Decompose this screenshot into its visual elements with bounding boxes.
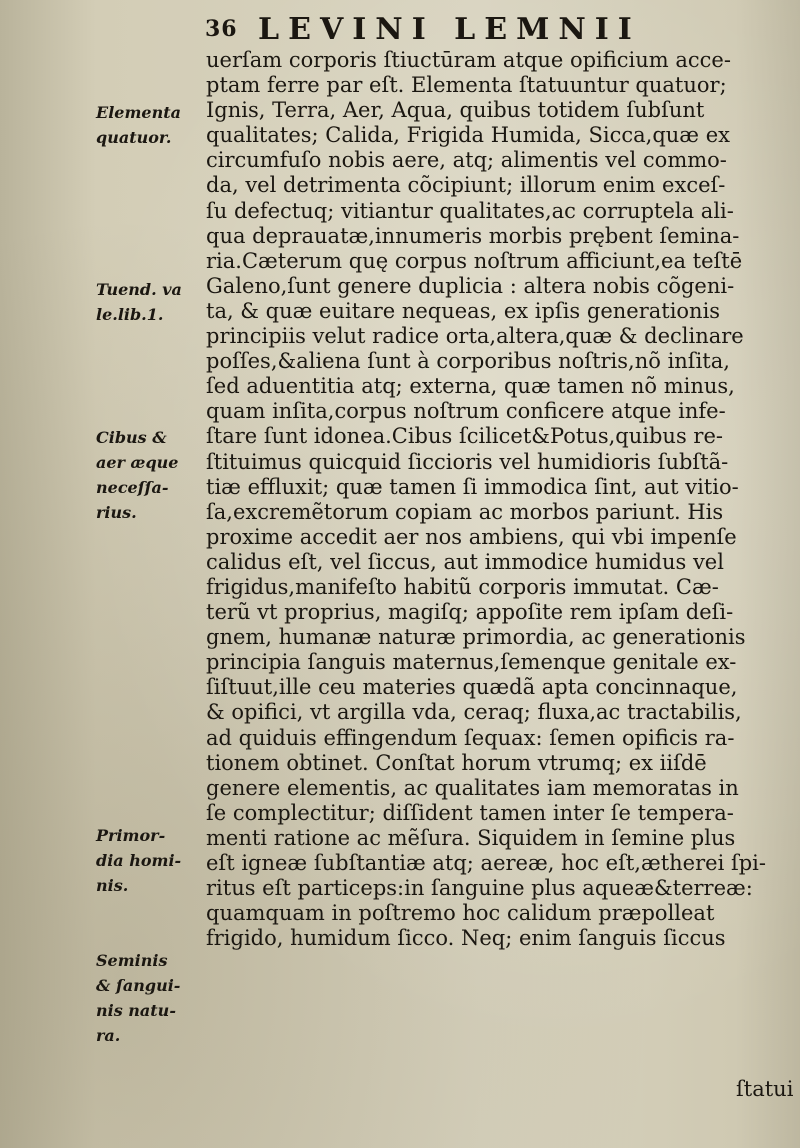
text-line: ſu defectuq; vitiantur qualitates,ac corruptela ali- (206, 198, 734, 223)
margin-note-line: dia homi- (96, 851, 182, 870)
body-text (206, 48, 796, 951)
margin-note-line: ra. (96, 1026, 121, 1045)
margin-note-elementa (96, 100, 204, 150)
text-line: ria.Cæterum quę corpus noſtrum afficiunt,ea teſtē (206, 248, 743, 273)
text-line: tionem obtinet. Conſtat horum vtrumq; ex iiſdē (206, 750, 707, 775)
text-line: qualitates; Calida, Frigida Humida, Sicca,quæ ex (206, 123, 730, 148)
page-number: 36 (205, 16, 238, 42)
catchword: ſtatui (736, 1077, 794, 1101)
margin-note-line: neceſſa- (96, 478, 169, 497)
margin-note-tuenda (96, 277, 204, 327)
text-line: calidus eſt, vel ſiccus, aut immodice humidus vel (206, 549, 724, 574)
text-line: Galeno,ſunt genere duplicia : altera nobis cõgeni- (206, 273, 735, 298)
margin-note-cibus (96, 425, 204, 525)
margin-note-seminis (96, 948, 204, 1048)
text-line: ſa,excremẽtorum copiam ac morbos pariunt. His (206, 499, 724, 524)
text-line: gnem, humanæ naturæ primordia, ac generationis (206, 625, 746, 650)
text-line: ad quiduis effingendum ſequax: ſemen opificis ra- (206, 725, 735, 750)
text-line: frigidus,manifeſto habitũ corporis immutat. Cæ- (206, 574, 719, 599)
text-line: ta, & quæ euitare nequeas, ex ipſis generationis (206, 298, 721, 323)
text-line: ſed aduentitia atq; externa, quæ tamen nõ minus, (206, 374, 735, 399)
running-head: LEVINI LEMNII (258, 12, 641, 47)
text-line: terũ vt proprius, magiſq; appoſite rem ipſam deſi- (206, 600, 734, 625)
margin-note-line: quatuor. (96, 128, 172, 147)
text-line: ſe complectitur; diſſident tamen inter ſe tempera- (206, 800, 734, 825)
margin-note-line: aer æque (96, 453, 179, 472)
page-header (0, 10, 800, 46)
text-line: tiæ effluxit; quæ tamen ſi immodica ſint, aut vitio- (206, 474, 739, 499)
margin-note-line: nis. (96, 876, 129, 895)
text-line: principia ſanguis maternus,ſemenque genitale ex- (206, 650, 737, 675)
text-line: menti ratione ac mẽſura. Siquidem in ſemine plus (206, 825, 736, 850)
text-line: genere elementis, ac qualitates iam memoratas in (206, 775, 739, 800)
margin-note-line: nis natu- (96, 1001, 176, 1020)
text-line: ritus eſt particeps:in ſanguine plus aqueæ&terreæ: (206, 876, 753, 901)
margin-note-line: rius. (96, 503, 137, 522)
text-line: da, vel detrimenta cõcipiunt; illorum enim exceſ- (206, 173, 726, 198)
text-line: uerſam corporis ſtiuctūram atque opificium acce- (206, 48, 731, 72)
margin-note-primordia (96, 823, 204, 898)
text-line: qua deprauatæ,innumeris morbis prębent ſemina- (206, 223, 740, 248)
margin-note-line: Seminis (96, 951, 168, 970)
margin-note-line: Cibus & (96, 428, 167, 447)
text-line: eſt igneæ ſubſtantiæ atq; aereæ, hoc eſt,ætherei ſpi- (206, 851, 766, 875)
text-line: circumfuſo nobis aere, atq; alimentis vel commo- (206, 148, 727, 173)
text-line: principiis velut radice orta,altera,quæ & declinare (206, 324, 744, 349)
margin-note-line: & ſangui- (96, 976, 181, 995)
text-line: & opifici, vt argilla vda, ceraq; fluxa,ac tractabilis, (206, 700, 742, 725)
text-line: Ignis, Terra, Aer, Aqua, quibus totidem ſubſunt (206, 98, 705, 123)
text-line: ſtituimus quicquid ſiccioris vel humidioris ſubſtã- (206, 449, 729, 474)
text-line: quam inſita,corpus noſtrum conficere atque infe- (206, 399, 726, 424)
margin-note-line: Elementa (96, 103, 181, 122)
text-line: frigido, humidum ſicco. Neq; enim ſanguis ſiccus (206, 926, 726, 951)
text-line: ſtare ſunt idonea.Cibus ſcilicet&Potus,quibus re- (206, 424, 723, 449)
text-line: quamquam in poſtremo hoc calidum præpolleat (206, 901, 715, 926)
text-line: poſſes,&aliena ſunt à corporibus noſtris,nõ inſita, (206, 349, 730, 374)
margin-note-line: le.lib.1. (96, 305, 164, 324)
text-line: proxime accedit aer nos ambiens, qui vbi impenſe (206, 524, 737, 549)
margin-note-line: Tuend. va (96, 280, 182, 299)
text-line: ſiſtuut,ille ceu materies quædã apta concinnaque, (206, 675, 738, 700)
margin-note-line: Primor- (96, 826, 166, 845)
text-line: ptam ferre par eſt. Elementa ſtatuuntur quatuor; (206, 73, 727, 98)
